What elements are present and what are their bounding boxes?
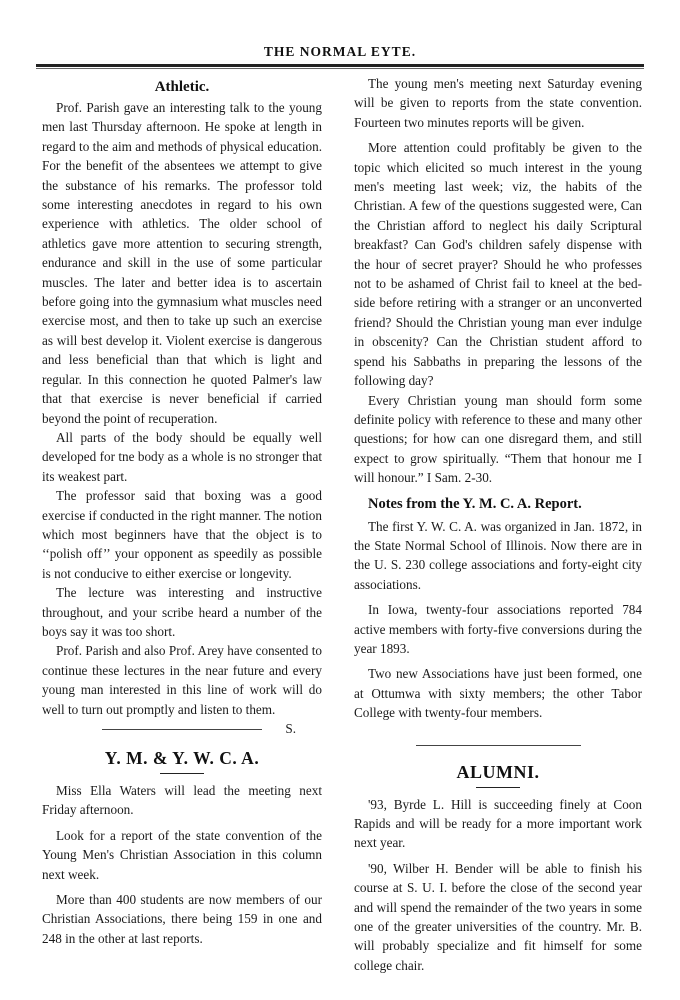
paragraph: '93, Byrde L. Hill is succeeding finely at Coon Rapids and will be ready for a more important work next year. <box>354 796 642 851</box>
section-divider <box>102 729 262 730</box>
section-heading-athletic: Athletic. <box>154 79 210 95</box>
paragraph-text: Prof. Parish and also Prof. Arey have consented to continue these lectures in the near future and every young man interested in this line of work will do well to turn out promptly and listen to them. <box>42 643 322 717</box>
paragraph: The first Y. W. C. A. was organized in Jan. 1872, in the State Normal School of Illinois. Now there are in the U. S. 230 college associations and forty-eight city associations. <box>354 518 642 592</box>
paragraph: '90, Wilber H. Bender will be able to finish his course at S. U. I. before the close of the second year and will spend the remainder of the two years in some one of the greater universities of the country. Mr. B. will probably specialize and fit himself for some college chair. <box>354 860 642 973</box>
paragraph: In Iowa, twenty-four associations reported 784 active members with forty-five conversions during the year 1893. <box>354 602 642 656</box>
newspaper-title: THE NORMAL EYTE. <box>263 44 417 59</box>
paragraph <box>42 641 322 736</box>
left-column <box>42 74 322 948</box>
paragraph: More than 400 students are now members of our Christian Associations, there being 159 in one and 248 in the other at last reports. <box>42 892 322 946</box>
header-rule-thin <box>36 68 644 69</box>
section-divider <box>416 745 581 746</box>
paragraph: Look for a report of the state convention of the Young Men's Christian Association in this column next week. <box>42 827 322 882</box>
section-heading-notes: Notes from the Y. M. C. A. Report. <box>368 495 582 512</box>
paragraph: Prof. Parish gave an interesting talk to the young men last Thursday afternoon. He spoke at length in regard to the aim and methods of physical education. For the benefit of the absentees we attempt to give the substance of his remarks. The professor told some interesting anecdotes in regard to his own experience with athletics. The older school of athletics gave more attention to securing strength, endurance and skill in the use of some particular muscles. The later and better idea is to ascertain before going into the gymnasium what muscles need exercise most, and then to take up such an exercise as will best develop it. Violent exercise is dangerous and less beneficial than that which is light and regular. In this connection he quoted Palmer's law that that exercise is never beneficial if carried beyond the point of recuperation. <box>42 100 322 426</box>
paragraph: The lecture was interesting and instructive throughout, and your scribe heard a number of the boys say it was too short. <box>42 585 322 639</box>
paragraph: More attention could profitably be given to the topic which elicited so much interest in the young men's meeting last week; viz, the habits of the Christian. A few of the questions suggested were, Can the Christian afford to neglect his daily Scriptural breakfast? Can God's children safely dispense with the hour of secret prayer? Should he who professes not to be ashamed of Christ fail to kneel at the bed-side before retiring with a stranger or an unconverted friend? Should the Christian young man ever indulge in obscenity? Can the Christian student afford to spend his Sabbaths in preparing the lessons of the following day? <box>354 140 642 389</box>
heading-underline <box>160 773 204 774</box>
paragraph: Every Christian young man should form some definite policy with reference to these and many other questions; for how can one disregard them, and still expect to grow spiritually. “Them that honour me I will honour.” I Sam. 2-30. <box>354 392 642 486</box>
paragraph: The professor said that boxing was a good exercise if conducted in the right manner. The notion which most beginners have that the object is to ‘‘polish off’’ your opponent as speedily as possible is not conducive to either exercise or longevity. <box>42 488 322 581</box>
author-signature: S. <box>285 721 296 736</box>
paragraph: Two new Associations have just been formed, one at Ottumwa with sixty members; the other Tabor College with twenty-four members. <box>354 666 642 721</box>
paragraph: All parts of the body should be equally well developed for tne body as a whole is no stronger that its weakest part. <box>42 429 322 484</box>
header-rule <box>36 64 644 67</box>
section-heading-alumni: ALUMNI. <box>456 761 540 782</box>
right-column <box>354 74 642 975</box>
heading-underline <box>476 787 520 788</box>
section-heading-ymca: Y. M. & Y. W. C. A. <box>104 748 260 768</box>
paragraph: The young men's meeting next Saturday evening will be given to reports from the state convention. Fourteen two minutes reports will be given. <box>354 76 642 130</box>
paragraph: Miss Ella Waters will lead the meeting next Friday afternoon. <box>42 783 322 818</box>
